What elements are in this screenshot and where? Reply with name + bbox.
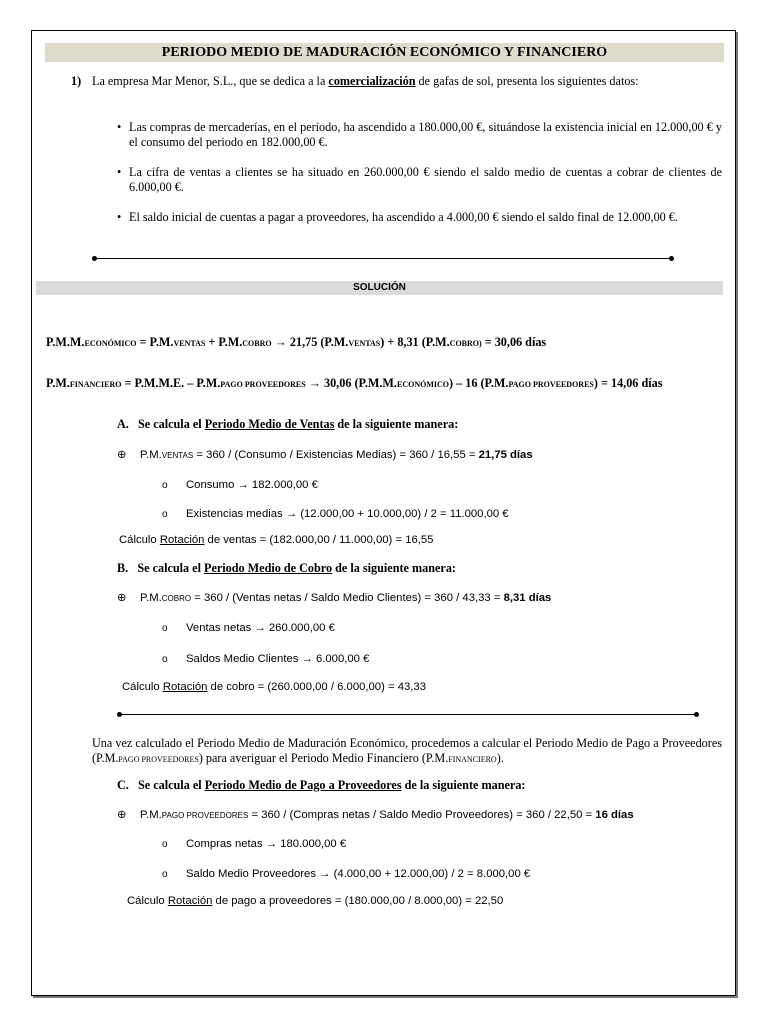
section-letter: A. <box>117 417 129 431</box>
heading-text: de la siguiente manera: <box>401 778 526 792</box>
formula-text: = P.M.M.E. – P.M. <box>121 376 221 390</box>
divider-endpoint <box>117 712 122 717</box>
circle-bullet-icon: o <box>162 839 168 850</box>
formula-subscript: FINANCIERO <box>69 380 122 389</box>
bullet-icon: • <box>117 210 122 224</box>
section-b-item-2 <box>162 652 369 667</box>
formula-text: P.M. <box>140 592 162 604</box>
formula-text: P.M. <box>46 376 70 390</box>
formula-subscript: ECONÓMICO <box>84 339 137 348</box>
intro-emphasis: comercialización <box>328 74 416 88</box>
transition-paragraph <box>92 736 722 767</box>
section-b-item-1 <box>162 621 335 636</box>
formula-text: → 30,06 (P.M.M. <box>305 376 397 390</box>
formula-text: = 360 / (Consumo / Existencias Medias) = 360 / 16,55 = <box>193 449 479 461</box>
formula-text: P.M. <box>140 809 162 821</box>
intro-text-post: de gafas de sol, presenta los siguientes datos: <box>415 74 639 88</box>
item-text: Existencias medias → (12.000,00 + 10.000,00) / 2 = 11.000,00 € <box>186 508 509 520</box>
circle-bullet-icon: o <box>162 623 168 634</box>
heading-emphasis: Periodo Medio de Cobro <box>204 561 333 575</box>
item-text: Saldos Medio Clientes → 6.000,00 € <box>186 653 370 665</box>
item-text: Ventas netas → 260.000,00 € <box>186 622 335 634</box>
intro-text-pre: La empresa Mar Menor, S.L., que se dedica a la <box>92 74 329 88</box>
section-a-heading <box>117 417 458 432</box>
formula-text: ) – 16 (P.M. <box>448 376 509 390</box>
data-bullet-1 <box>117 120 722 150</box>
formula-subscript: PAGO PROVEEDORES <box>220 380 306 389</box>
document-page <box>31 30 736 996</box>
formula-result: 16 días <box>595 809 634 821</box>
section-c-item-1 <box>162 837 346 852</box>
bullet-text: La cifra de ventas a clientes se ha situado en 260.000,00 € siendo el saldo medio de cuentas a cobrar de clientes de 6.000,00 €. <box>129 165 722 194</box>
bullet-icon: • <box>117 120 122 134</box>
divider-line <box>94 258 672 259</box>
heading-text: de la siguiente manera: <box>334 417 459 431</box>
data-bullet-2 <box>117 165 722 195</box>
formula-text: P.M. <box>140 449 162 461</box>
calc-text: de pago a proveedores = (180.000,00 / 8.000,00) = 22,50 <box>212 895 504 907</box>
section-letter: C. <box>117 778 129 792</box>
formula-text: + P.M. <box>205 335 243 349</box>
calc-text: Cálculo <box>119 534 160 546</box>
formula-text: ) = 14,06 días <box>593 376 663 390</box>
formula-subscript: VENTAS <box>161 451 194 460</box>
circled-plus-icon: ⊕ <box>117 592 127 604</box>
formula-subscript: COBRO) <box>449 339 482 348</box>
section-c-formula <box>117 808 634 823</box>
section-a-calc <box>119 533 433 548</box>
heading-text: Se calcula el <box>138 417 205 431</box>
formula-result: 8,31 días <box>503 592 552 604</box>
section-a-item-1 <box>162 478 318 493</box>
section-b-calc <box>122 680 426 695</box>
bullet-text: Las compras de mercaderías, en el periodo, ha ascendido a 180.000,00 €, situándose la existencia inicial en 12.000,00 € y el consumo del periodo en 182.000,00 €. <box>129 120 722 149</box>
circle-bullet-icon: o <box>162 509 168 520</box>
formula-text: = 30,06 días <box>481 335 547 349</box>
item-text: Saldo Medio Proveedores → (4.000,00 + 12.000,00) / 2 = 8.000,00 € <box>186 868 531 880</box>
circle-bullet-icon: o <box>162 654 168 665</box>
section-a-formula <box>117 448 533 463</box>
formula-subscript: PAGO PROVEEDORES <box>161 811 249 820</box>
problem-intro <box>92 74 722 89</box>
item-text: Compras netas → 180.000,00 € <box>186 838 347 850</box>
divider-endpoint <box>669 256 674 261</box>
section-c-heading <box>117 778 525 793</box>
calc-emphasis: Rotación <box>162 681 208 693</box>
calc-text: Cálculo <box>122 681 163 693</box>
divider-endpoint <box>694 712 699 717</box>
section-c-calc <box>127 894 503 909</box>
heading-emphasis: Periodo Medio de Pago a Proveedores <box>204 778 402 792</box>
formula-text: P.M.M. <box>46 335 85 349</box>
section-b-formula <box>117 591 551 606</box>
calc-text: de cobro = (260.000,00 / 6.000,00) = 43,33 <box>207 681 426 693</box>
heading-text: Se calcula el <box>138 778 205 792</box>
item-text: Consumo → 182.000,00 € <box>186 479 318 491</box>
circle-bullet-icon: o <box>162 869 168 880</box>
formula-text: ) + 8,31 (P.M. <box>380 335 450 349</box>
circled-plus-icon: ⊕ <box>117 449 127 461</box>
calc-emphasis: Rotación <box>159 534 205 546</box>
formula-subscript: COBRO <box>161 594 192 603</box>
formula-result: 21,75 días <box>478 449 533 461</box>
formula-text: = P.M. <box>136 335 174 349</box>
formula-financiero <box>46 376 662 392</box>
formula-subscript: VENTAS <box>173 339 206 348</box>
section-b-heading <box>117 561 456 576</box>
formula-subscript: ECONÓMICO <box>396 380 449 389</box>
formula-subscript: COBRO <box>242 339 272 348</box>
document-title: PERIODO MEDIO DE MADURACIÓN ECONÓMICO Y FINANCIERO <box>45 43 724 62</box>
paragraph-text: ) para averiguar el Periodo Medio Financiero (P.M. <box>198 751 449 765</box>
circle-bullet-icon: o <box>162 480 168 491</box>
section-letter: B. <box>117 561 129 575</box>
paragraph-text: ). <box>496 751 504 765</box>
circled-plus-icon: ⊕ <box>117 809 127 821</box>
heading-text: Se calcula el <box>137 561 205 575</box>
formula-subscript: PAGO PROVEEDORES <box>508 380 594 389</box>
paragraph-subscript: FINANCIERO <box>448 755 497 764</box>
data-bullet-3 <box>117 210 722 225</box>
heading-emphasis: Periodo Medio de Ventas <box>204 417 335 431</box>
calc-emphasis: Rotación <box>167 895 213 907</box>
formula-text: = 360 / (Ventas netas / Saldo Medio Clientes) = 360 / 43,33 = <box>191 592 504 604</box>
formula-text: = 360 / (Compras netas / Saldo Medio Proveedores) = 360 / 22,50 = <box>248 809 596 821</box>
calc-text: de ventas = (182.000,00 / 11.000,00) = 16,55 <box>204 534 434 546</box>
divider-line <box>119 714 697 715</box>
calc-text: Cálculo <box>127 895 168 907</box>
section-c-item-2 <box>162 867 530 882</box>
problem-number: 1) <box>71 74 82 88</box>
section-a-item-2 <box>162 507 509 522</box>
formula-text: → 21,75 (P.M. <box>271 335 349 349</box>
formula-subscript: VENTAS <box>348 339 381 348</box>
heading-text: de la siguiente manera: <box>332 561 456 575</box>
bullet-text: El saldo inicial de cuentas a pagar a proveedores, ha ascendido a 4.000,00 € siendo el saldo final de 12.000,00 €. <box>129 210 678 224</box>
solution-header: SOLUCIÓN <box>36 281 723 295</box>
divider-endpoint <box>92 256 97 261</box>
paragraph-text: Una vez calculado el Periodo Medio de Maduración Económico, procedemos a calcular el Periodo Medio de Pago a Proveedores (P.M. <box>92 736 722 765</box>
bullet-icon: • <box>117 165 122 179</box>
formula-economico <box>46 335 546 351</box>
paragraph-subscript: PAGO PROVEEDORES <box>118 755 199 764</box>
